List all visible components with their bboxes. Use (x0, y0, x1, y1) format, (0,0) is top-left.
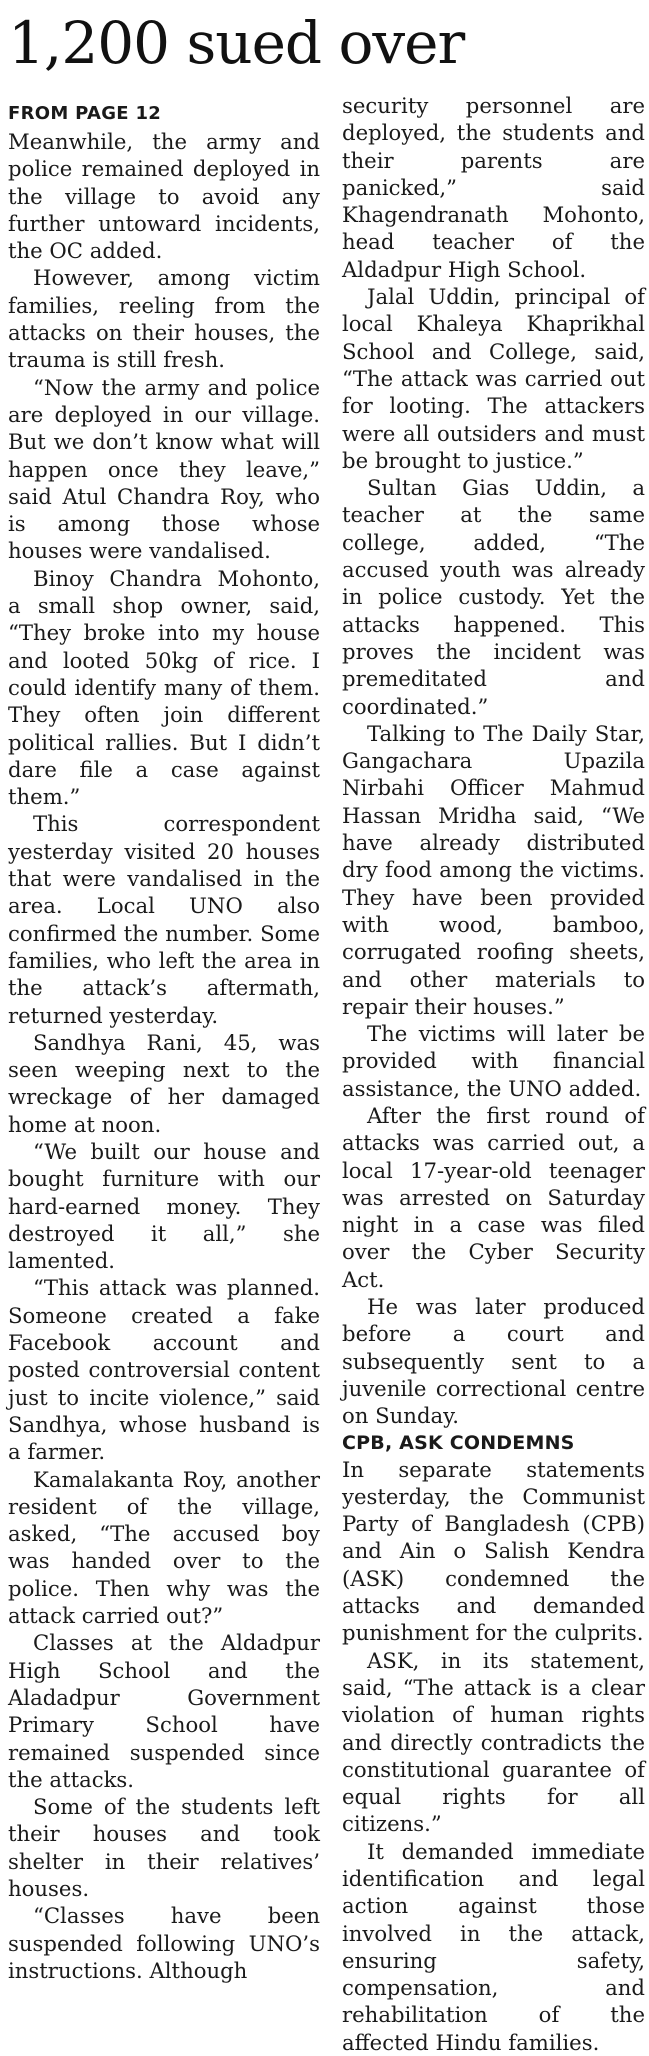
paragraph: Sultan Gias Uddin, a teacher at the same college, added, “The accused youth was already in police custody. Yet the attacks happened. This proves the incident was premeditated and coordinated.” (342, 475, 645, 719)
paragraph: “This attack was planned. Someone created a fake Facebook account and posted controversial content just to incite violence,” said Sandhya, whose husband is a farmer. (8, 1275, 320, 1465)
paragraph: “Classes have been suspended following UNO’s instructions. Although (8, 1903, 320, 1983)
article-column-left (8, 102, 320, 1984)
paragraph: However, among victim families, reeling from the attacks on their houses, the trauma is still fresh. (8, 265, 320, 373)
paragraph: Sandhya Rani, 45, was seen weeping next to the wreckage of her damaged home at noon. (8, 1029, 320, 1137)
paragraph: security personnel are deployed, the students and their parents are panicked,” said Khagendranath Mohonto, head teacher of the Aldadpur High School. (342, 93, 645, 282)
paragraph: In separate statements yesterday, the Communist Party of Bangladesh (CPB) and Ain o Salish Kendra (ASK) condemned the attacks and demanded punishment for the culprits. (342, 1456, 645, 1646)
headline: 1,200 sued over (8, 9, 465, 77)
paragraph: ASK, in its statement, said, “The attack is a clear violation of human rights and directly contradicts the constitutional guarantee of equal rights for all citizens.” (342, 1647, 645, 1837)
paragraph: Classes at the Aldadpur High School and the Aladadpur Government Primary School have remained suspended since the attacks. (8, 1630, 320, 1792)
paragraph: It demanded immediate identification and legal action against those involved in the attack, ensuring safety, compensation, and rehabilitation of the affected Hindu families. (342, 1838, 645, 2055)
paragraph: Binoy Chandra Mohonto, a small shop owner, said, “They broke into my house and looted 50kg of rice. I could identify many of them. They often join different political rallies. But I didn’t dare file a case against them.” (8, 565, 320, 810)
section-subhead: CPB, ASK CONDEMNS (342, 1431, 575, 1454)
paragraph: After the first round of attacks was carried out, a local 17-year-old teenager was arrested on Saturday night in a case was filed over the Cyber Security Act. (342, 1102, 645, 1292)
continuation-kicker: FROM PAGE 12 (8, 103, 162, 124)
paragraph: The victims will later be provided with financial assistance, the UNO added. (342, 1021, 645, 1101)
paragraph: Talking to The Daily Star, Gangachara Upazila Nirbahi Officer Mahmud Hassan Mridha said, “We have already distributed dry food among the victims. They have been provided with wood, bamboo, corrugated roofing sheets, and other materials to repair their houses.” (342, 720, 645, 1019)
paragraph: Jalal Uddin, principal of local Khaleya Khaprikhal School and College, said, “The attack was carried out for looting. The attackers were all outsiders and must be brought to justice.” (342, 284, 645, 473)
paragraph: He was later produced before a court and subsequently sent to a juvenile correctional centre on Sunday. (342, 1294, 645, 1429)
paragraph: This correspondent yesterday visited 20 houses that were vandalised in the area. Local UNO also confirmed the number. Some families, who left the area in the attack’s aftermath, returned yesterday. (8, 811, 320, 1028)
paragraph: Kamalakanta Roy, another resident of the village, asked, “The accused boy was handed over to the police. Then why was the attack carried out?” (8, 1466, 320, 1629)
paragraph: Meanwhile, the army and police remained deployed in the village to avoid any further untoward incidents, the OC added. (8, 129, 320, 264)
article-column-right (342, 92, 645, 2056)
paragraph: “Now the army and police are deployed in our village. But we don’t know what will happen once they leave,” said Atul Chandra Roy, who is among those whose houses were vandalised. (8, 374, 320, 564)
paragraph: “We built our house and bought furniture with our hard-earned money. They destroyed it all,” she lamented. (8, 1138, 320, 1274)
paragraph: Some of the students left their houses and took shelter in their relatives’ houses. (8, 1794, 320, 1901)
